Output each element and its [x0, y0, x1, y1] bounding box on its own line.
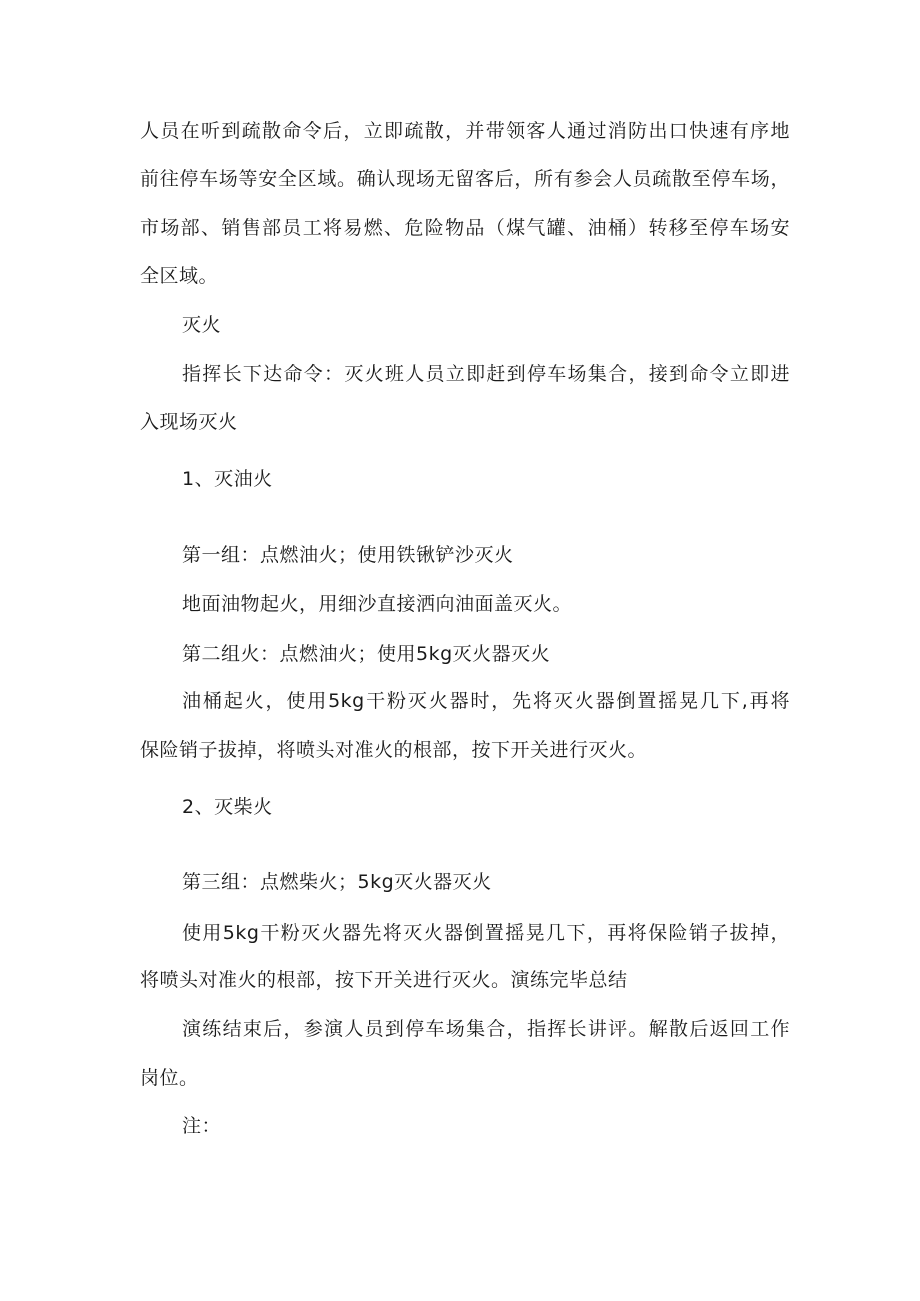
text-line: 油桶起火，使用5kg干粉灭火器时，先将灭火器倒置摇晃几下,再将 — [182, 690, 790, 712]
subsection-heading: 1、灭油火 — [182, 468, 273, 490]
text-line: 人员在听到疏散命令后，立即疏散，并带领客人通过消防出口快速有序地 — [140, 120, 790, 142]
text-line: 使用5kg干粉灭火器先将灭火器倒置摇晃几下，再将保险销子拔掉， — [182, 922, 790, 944]
text-line: 全区域。 — [140, 265, 219, 287]
text-line: 地面油物起火，用细沙直接洒向油面盖灭火。 — [182, 593, 573, 615]
section-heading: 灭火 — [182, 314, 222, 336]
text-line: 入现场灭火 — [140, 411, 238, 433]
text-line: 注： — [182, 1115, 222, 1137]
text-line: 第三组：点燃柴火；5kg灭火器灭火 — [182, 871, 492, 893]
text-line: 市场部、销售部员工将易燃、危险物品（煤气罐、油桶）转移至停车场安 — [140, 217, 790, 239]
text-line: 演练结束后，参演人员到停车场集合，指挥长讲评。解散后返回工作 — [182, 1018, 790, 1040]
text-line: 将喷头对准火的根部，按下开关进行灭火。演练完毕总结 — [140, 969, 628, 991]
subsection-heading: 2、灭柴火 — [182, 796, 273, 818]
text-line: 保险销子拔掉，将喷头对准火的根部，按下开关进行灭火。 — [140, 739, 648, 761]
text-line: 前往停车场等安全区域。确认现场无留客后，所有参会人员疏散至停车场， — [140, 168, 790, 190]
text-line: 第二组火：点燃油火；使用5kg灭火器灭火 — [182, 643, 551, 665]
text-line: 第一组：点燃油火；使用铁锹铲沙灭火 — [182, 544, 514, 566]
text-line: 指挥长下达命令：灭火班人员立即赶到停车场集合，接到命令立即进 — [182, 363, 790, 385]
text-line: 岗位。 — [140, 1067, 199, 1089]
